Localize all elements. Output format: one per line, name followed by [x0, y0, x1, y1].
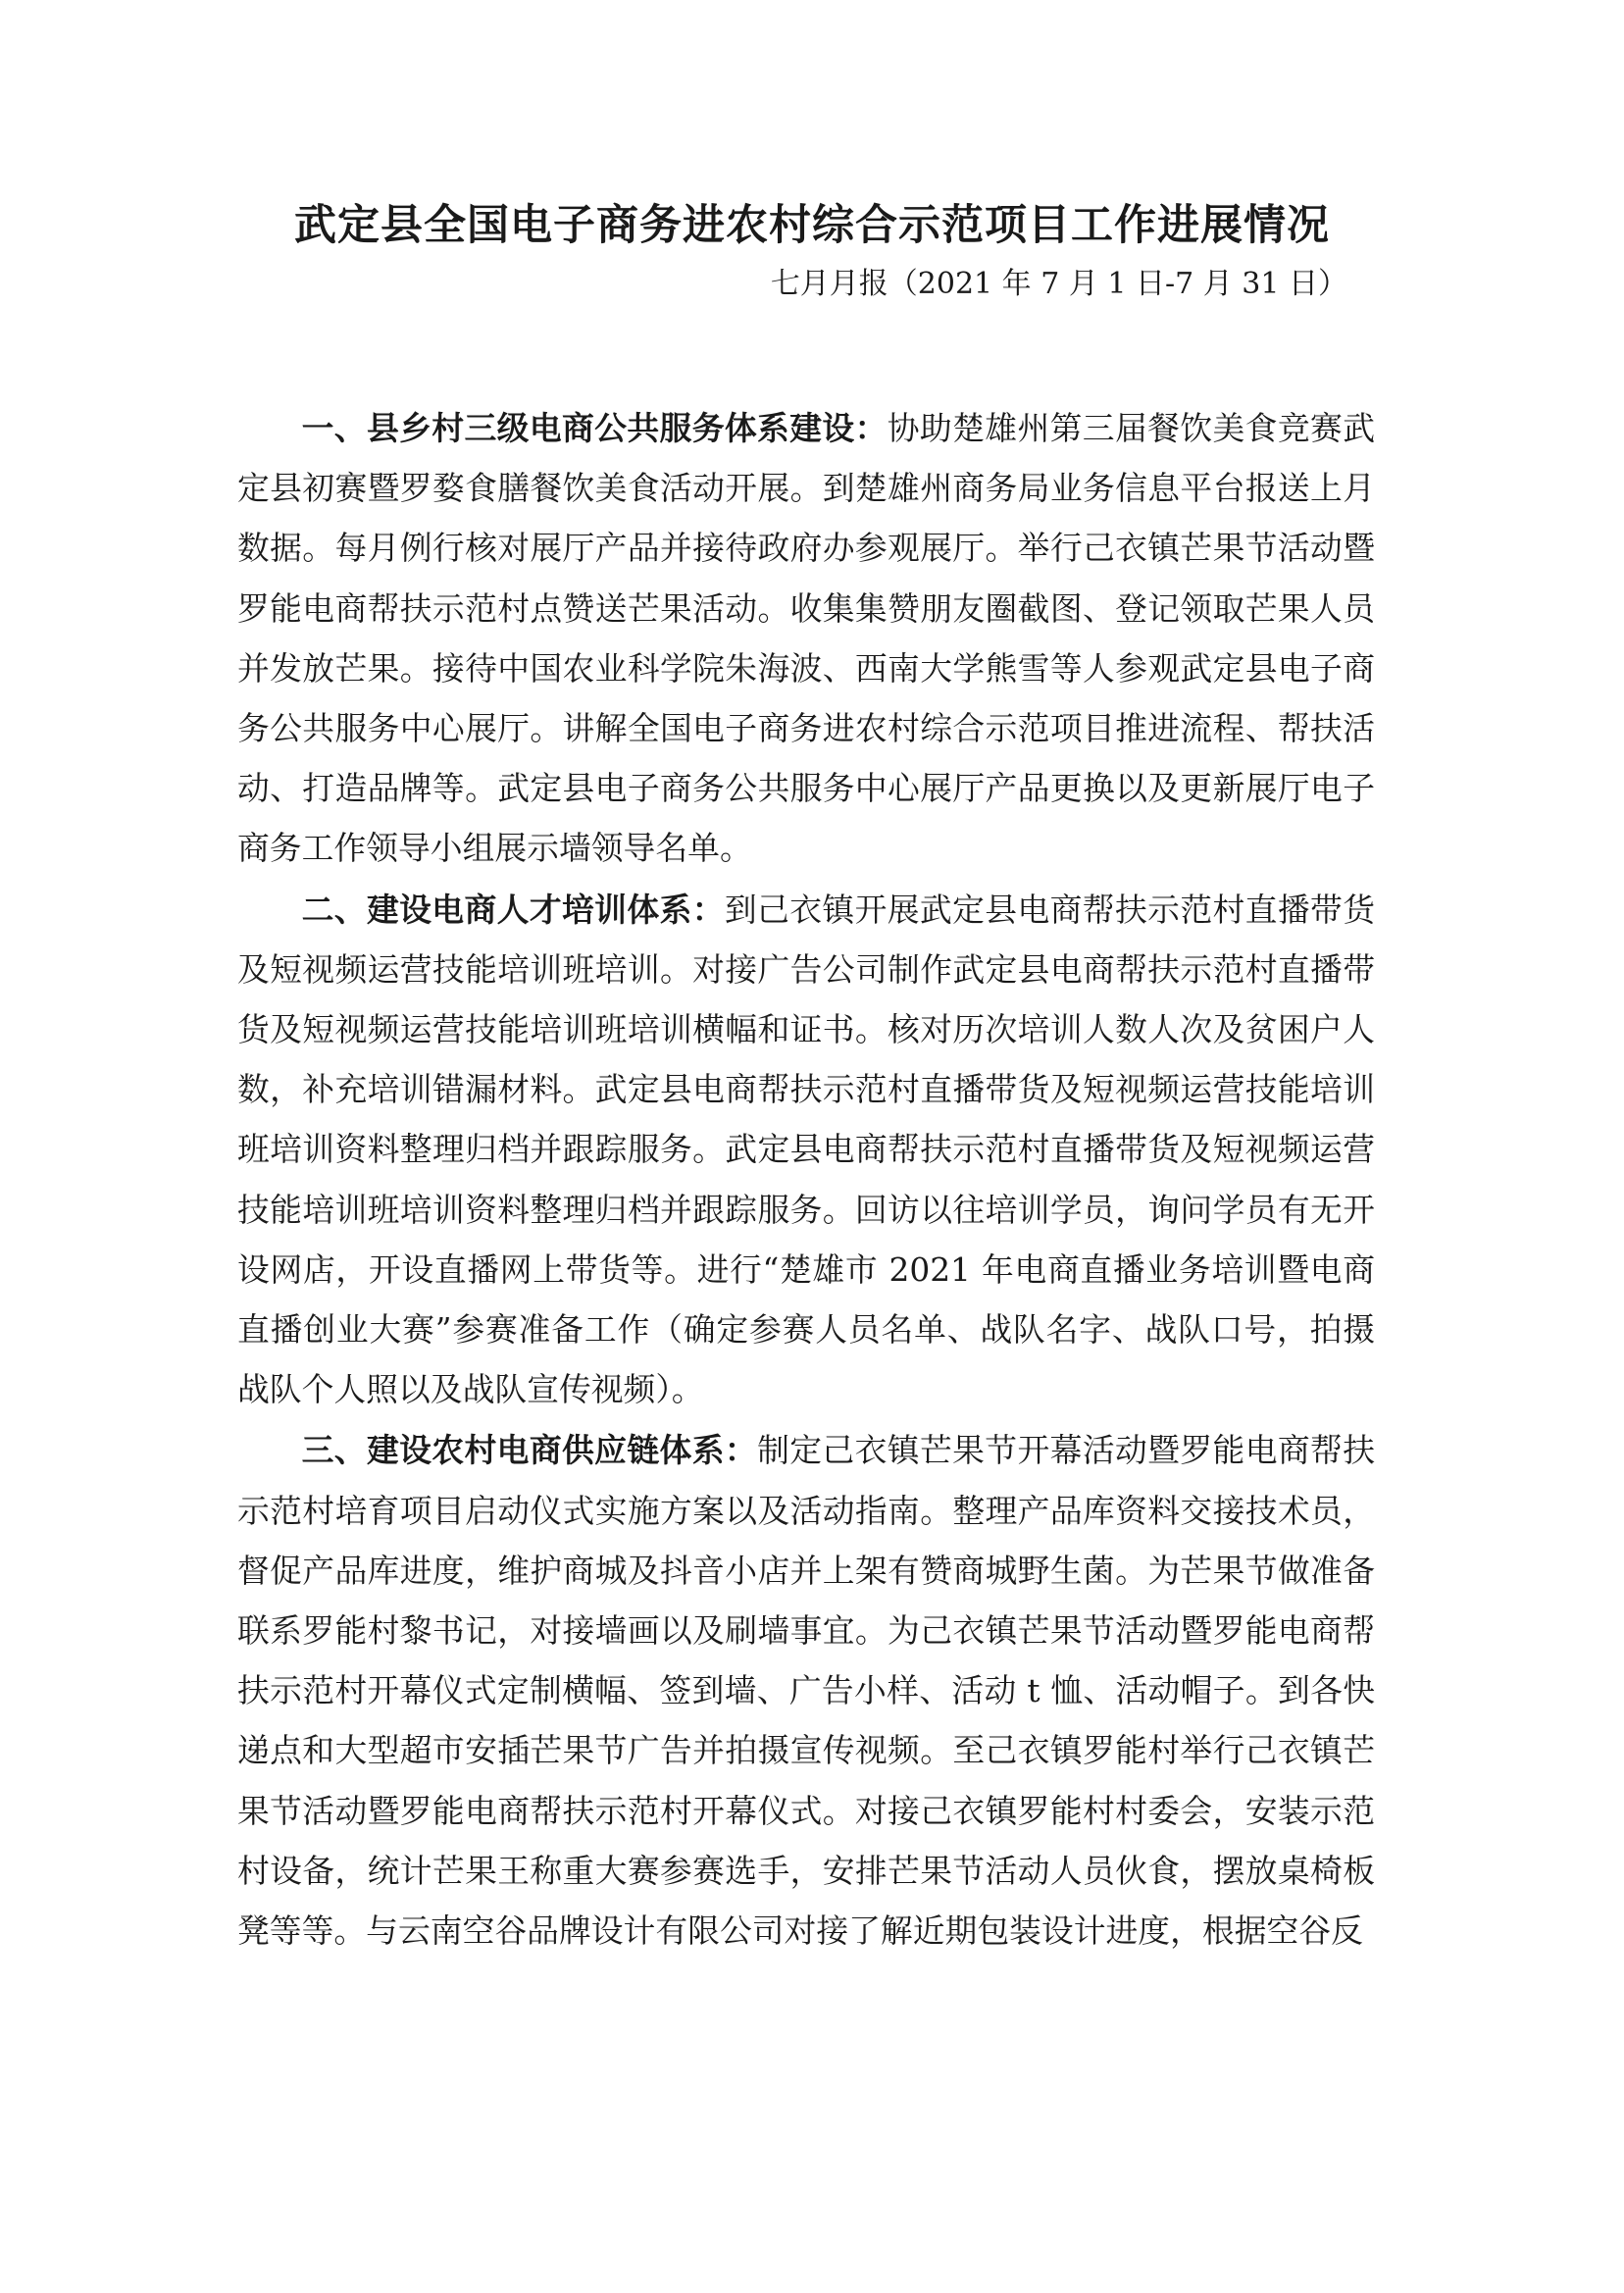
document-body [237, 398, 1375, 1962]
section-heading-2: 二、建设电商人才培训体系： [301, 890, 725, 929]
section-text-2: 到己衣镇开展武定县电商帮扶示范村直播带货及短视频运营技能培训班培训。对接广告公司制作武定县电商帮扶示范村直播带货及短视频运营技能培训班培训横幅和证书。核对历次培训人数人次及贫困户人数，补充培训错漏材料。武定县电商帮扶示范村直播带货及短视频运营技能培训班培训资料整理归档并跟踪服务。武定县电商帮扶示范村直播带货及短视频运营技能培训班培训资料整理归档并跟踪服务。回访以往培训学员，询问学员有无开设网店，开设直播网上带货等。进行“楚雄市 2021 年电商直播业务培训暨电商直播创业大赛”参赛准备工作（确定参赛人员名单、战队名字、战队口号，拍摄战队个人照以及战队宣传视频）。 [237, 891, 1376, 1409]
section-text-3: 制定己衣镇芒果节开幕活动暨罗能电商帮扶示范村培育项目启动仪式实施方案以及活动指南。整理产品库资料交接技术员，督促产品库进度，维护商城及抖音小店并上架有赞商城野生菌。为芒果节做准备联系罗能村黎书记，对接墙画以及刷墙事宜。为己衣镇芒果节活动暨罗能电商帮扶示范村开幕仪式定制横幅、签到墙、广告小样、活动 t 恤、活动帽子。到各快递点和大型超市安插芒果节广告并拍摄宣传视频。至己衣镇罗能村举行己衣镇芒果节活动暨罗能电商帮扶示范村开幕仪式。对接己衣镇罗能村村委会，安装示范村设备，统计芒果王称重大赛参赛选手，安排芒果节活动人员伙食，摆放桌椅板凳等等。与云南空谷品牌设计有限公司对接了解近期包装设计进度，根据空谷反 [237, 1432, 1376, 1951]
document-title: 武定县全国电子商务进农村综合示范项目工作进展情况 [294, 201, 1330, 250]
section-paragraph-3 [237, 1420, 1375, 1962]
section-text-1: 协助楚雄州第三届餐饮美食竞赛武定县初赛暨罗婺食膳餐饮美食活动开展。到楚雄州商务局业务信息平台报送上月数据。每月例行核对展厅产品并接待政府办参观展厅。举行己衣镇芒果节活动暨罗能电商帮扶示范村点赞送芒果活动。收集集赞朋友圈截图、登记领取芒果人员并发放芒果。接待中国农业科学院朱海波、西南大学熊雪等人参观武定县电子商务公共服务中心展厅。讲解全国电子商务进农村综合示范项目推进流程、帮扶活动、打造品牌等。武定县电子商务公共服务中心展厅产品更换以及更新展厅电子商务工作领导小组展示墙领导名单。 [237, 410, 1376, 868]
section-heading-3: 三、建设农村电商供应链体系： [301, 1431, 758, 1470]
section-paragraph-1 [237, 398, 1375, 880]
section-heading-1: 一、县乡村三级电商公共服务体系建设： [301, 409, 888, 447]
report-period-subtitle: 七月月报（2021 年 7 月 1 日-7 月 31 日） [770, 267, 1347, 301]
section-paragraph-2 [237, 880, 1375, 1421]
